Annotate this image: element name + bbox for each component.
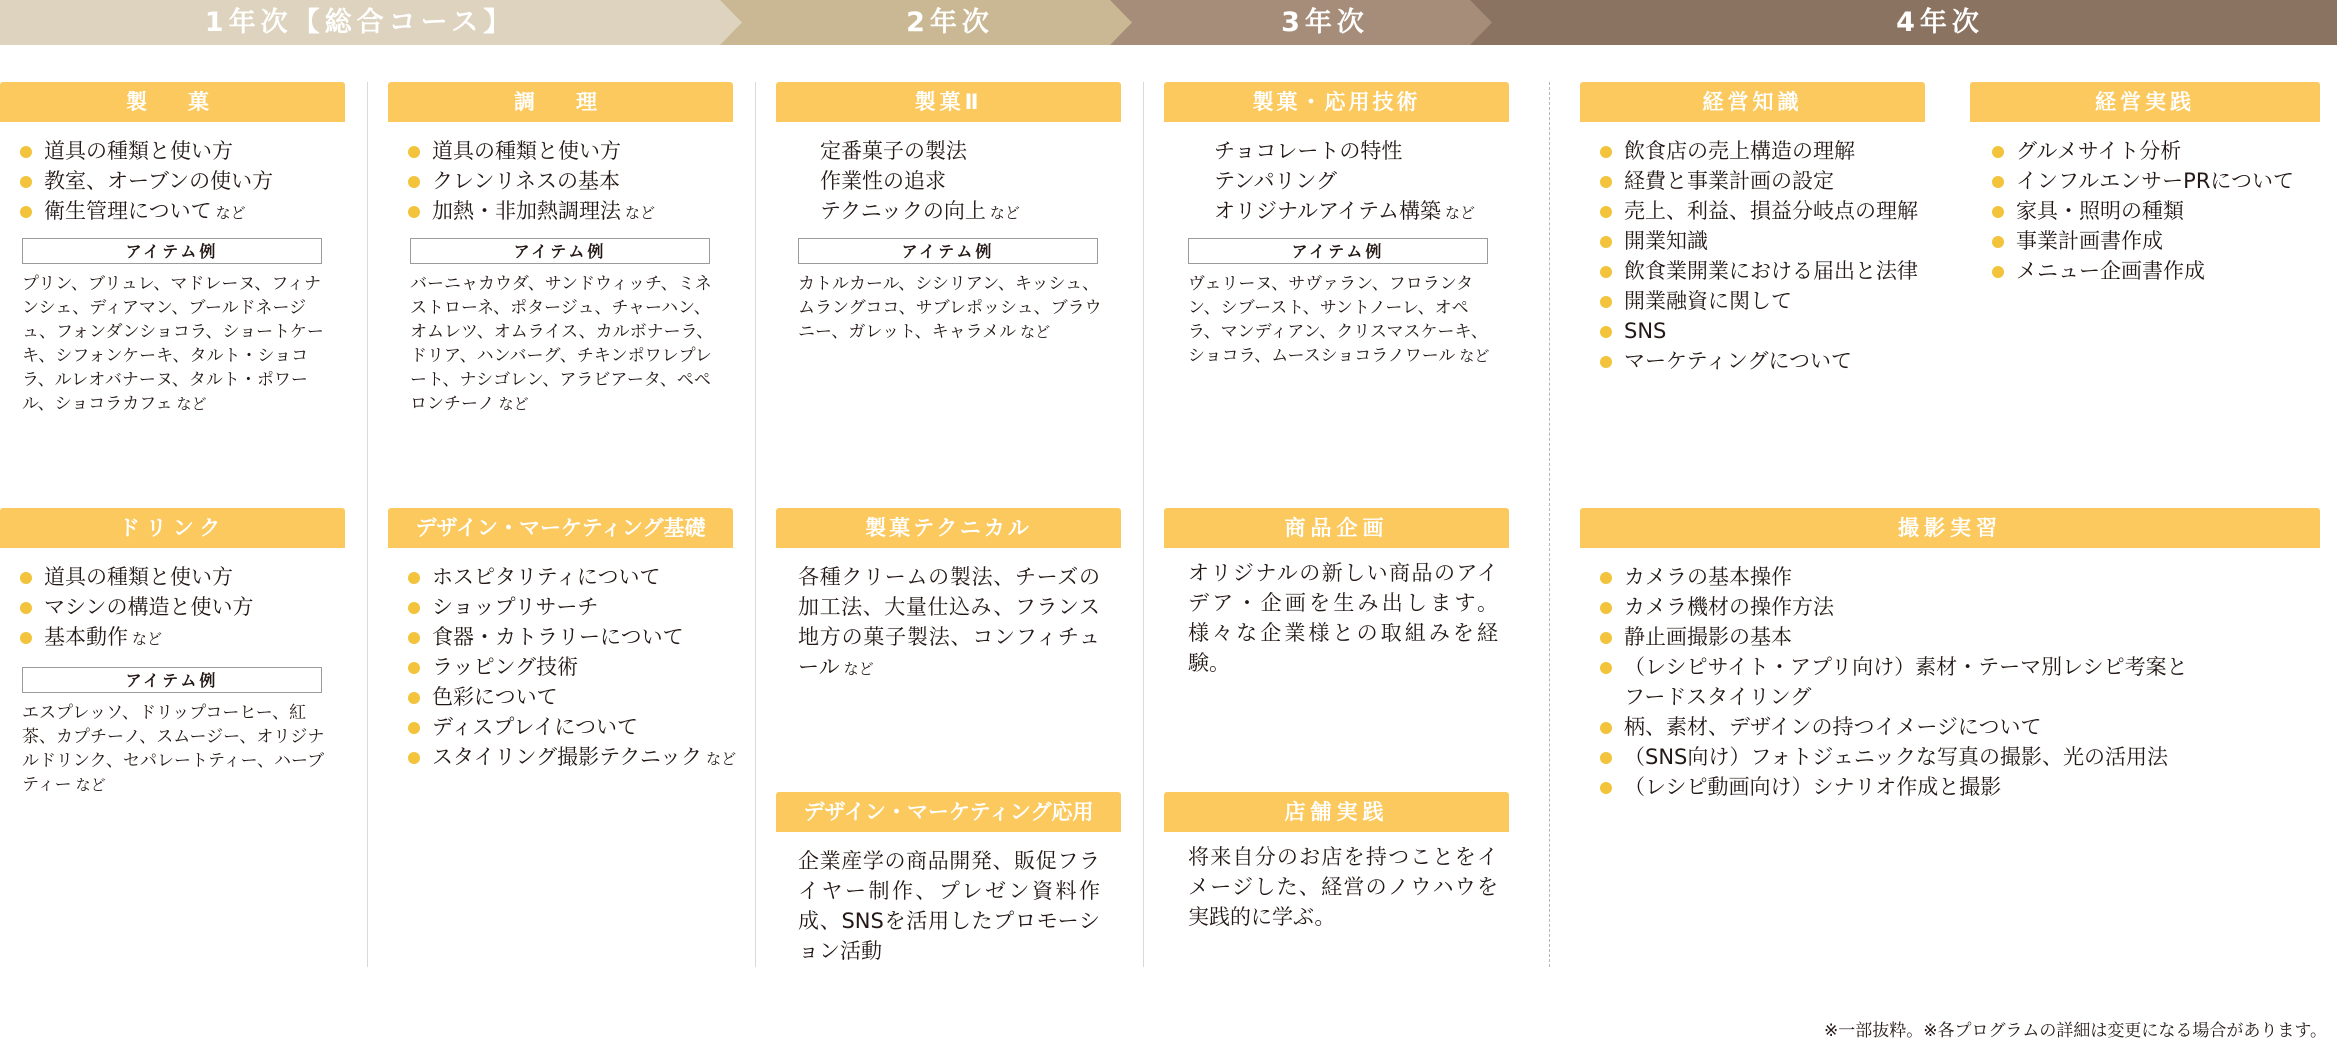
course-list-drink: [20, 562, 253, 654]
list-item: 食器・カトラリーについて: [408, 622, 736, 652]
course-list-applied: [1214, 136, 1475, 228]
item-example-text: ヴェリーヌ、サヴァラン、フロランタン、シブースト、サントノーレ、オペラ、マンディアン、クリスマスケーキ、ショコラ、ムースショコラノワール など: [1188, 274, 1490, 366]
item-example-label: アイテム例: [22, 667, 322, 693]
list-item: 開業融資に関して: [1600, 286, 1918, 316]
column-divider-dashed: [1549, 82, 1551, 967]
list-item: 事業計画書作成: [1992, 226, 2294, 256]
list-item: ディスプレイについて: [408, 712, 736, 742]
list-item: （レシピサイト・アプリ向け）素材・テーマ別レシピ考案と: [1600, 652, 2188, 682]
footnote: ※一部抜粋。※各プログラムの詳細は変更になる場合があります。: [1824, 1021, 2327, 1041]
list-item: カメラ機材の操作方法: [1600, 592, 2188, 622]
list-item: （SNS向け）フォトジェニックな写真の撮影、光の活用法: [1600, 742, 2188, 772]
list-item: 道具の種類と使い方: [408, 136, 655, 166]
list-item: 道具の種類と使い方: [20, 562, 253, 592]
item-example-text: バーニャカウダ、サンドウィッチ、ミネストローネ、ポタージュ、チャーハン、オムレツ、オムライス、カルボナーラ、ドリア、ハンバーグ、チキンポワレプレート、ナシゴレン、アラビアータ、ペペロンチーノ など: [410, 274, 714, 414]
list-item: 開業知識: [1600, 226, 1918, 256]
list-item: 静止画撮影の基本: [1600, 622, 2188, 652]
list-item: 加熱・非加熱調理法 など: [408, 196, 655, 228]
course-header-chouri: 調 理: [388, 82, 733, 122]
list-item: 教室、オーブンの使い方: [20, 166, 273, 196]
list-item: 基本動作 など: [20, 622, 253, 654]
course-header-practice: 経営実践: [1970, 82, 2320, 122]
course-header-drink: ドリンク: [0, 508, 345, 548]
list-item: 飲食店の売上構造の理解: [1600, 136, 1918, 166]
course-text-product: オリジナルの新しい商品のアイデア・企画を生み出します。様々な企業様との取組みを経験。: [1188, 561, 1498, 675]
list-item: スタイリング撮影テクニック など: [408, 742, 736, 774]
list-item: 飲食業開業における届出と法律: [1600, 256, 1918, 286]
course-list-seika2: [820, 136, 1020, 228]
list-item: （レシピ動画向け）シナリオ作成と撮影: [1600, 772, 2188, 802]
column-divider: [367, 82, 368, 967]
year-label-3: 3年次: [1281, 7, 1369, 38]
year-label-2: 2年次: [906, 7, 994, 38]
course-text-design-applied: 企業産学の商品開発、販促フライヤー制作、プレゼン資料作成、SNSを活用したプロモーション活動: [798, 849, 1100, 963]
course-header-seika2: 製菓Ⅱ: [776, 82, 1121, 122]
year-label-1: 1年次【総合コース】: [204, 7, 516, 38]
course-list-seika: [20, 136, 273, 228]
list-item: 売上、利益、損益分岐点の理解: [1600, 196, 1918, 226]
list-item-continuation: フードスタイリング: [1624, 685, 1812, 709]
list-item: ショップリサーチ: [408, 592, 736, 622]
list-item: 道具の種類と使い方: [20, 136, 273, 166]
course-text-technical: 各種クリームの製法、チーズの加工法、大量仕込み、フランス地方の菓子製法、コンフィチュール など: [798, 565, 1100, 679]
course-list-knowledge: [1600, 136, 1918, 376]
course-list-design-basic: [408, 562, 736, 774]
list-item: 色彩について: [408, 682, 736, 712]
list-item: 家具・照明の種類: [1992, 196, 2294, 226]
course-header-applied: 製菓・応用技術: [1164, 82, 1509, 122]
course-text-store: 将来自分のお店を持つことをイメージした、経営のノウハウを実践的に学ぶ。: [1188, 845, 1498, 929]
year-label-4: 4年次: [1896, 7, 1984, 38]
list-item: 経費と事業計画の設定: [1600, 166, 1918, 196]
list-item: 作業性の追求: [820, 169, 946, 193]
item-example-label: アイテム例: [798, 238, 1098, 264]
list-item: マシンの構造と使い方: [20, 592, 253, 622]
list-item: テクニックの向上 など: [820, 199, 1020, 223]
list-item: カメラの基本操作: [1600, 562, 2188, 592]
list-item: ホスピタリティについて: [408, 562, 736, 592]
list-item: グルメサイト分析: [1992, 136, 2294, 166]
item-example-label: アイテム例: [410, 238, 710, 264]
list-item: メニュー企画書作成: [1992, 256, 2294, 286]
course-header-store: 店舗実践: [1164, 792, 1509, 832]
column-divider: [1143, 82, 1144, 967]
course-list-chouri: [408, 136, 655, 228]
item-example-label: アイテム例: [22, 238, 322, 264]
list-item: インフルエンサーPRについて: [1992, 166, 2294, 196]
item-example-text: エスプレッソ、ドリップコーヒー、紅茶、カプチーノ、スムージー、オリジナルドリンク、セパレートティー、ハーブティー など: [22, 703, 325, 795]
list-item: テンパリング: [1214, 169, 1338, 193]
list-item: SNS: [1600, 316, 1918, 346]
course-header-technical: 製菓テクニカル: [776, 508, 1121, 548]
item-example-label: アイテム例: [1188, 238, 1488, 264]
item-example-text: カトルカール、シシリアン、キッシュ、ムラングココ、サブレポッシュ、ブラウニー、ガレット、キャラメル など: [798, 274, 1102, 342]
column-divider: [755, 82, 756, 967]
course-header-design-basic: デザイン・マーケティング基礎: [388, 508, 733, 548]
course-header-product: 商品企画: [1164, 508, 1509, 548]
list-item: マーケティングについて: [1600, 346, 1918, 376]
item-example-text: プリン、ブリュレ、マドレーヌ、フィナンシェ、ディアマン、ブールドネージュ、フォンダンショコラ、ショートケーキ、シフォンケーキ、タルト・ショコラ、ルレオバナーヌ、タルト・ポワール、ショコラカフェ など: [22, 274, 324, 414]
course-header-design-applied: デザイン・マーケティング応用: [776, 792, 1121, 832]
list-item: オリジナルアイテム構築 など: [1214, 199, 1476, 223]
course-header-knowledge: 経営知識: [1580, 82, 1925, 122]
course-header-photo: 撮影実習: [1580, 508, 2320, 548]
list-item: 柄、素材、デザインの持つイメージについて: [1600, 712, 2188, 742]
year-banner: [0, 0, 2337, 45]
list-item: 定番菓子の製法: [820, 139, 967, 163]
course-list-photo: [1600, 562, 2188, 802]
course-list-practice: [1992, 136, 2294, 286]
list-item: チョコレートの特性: [1214, 139, 1403, 163]
list-item: クレンリネスの基本: [408, 166, 655, 196]
list-item: ラッピング技術: [408, 652, 736, 682]
list-item: 衛生管理について など: [20, 196, 273, 228]
course-header-seika: 製 菓: [0, 82, 345, 122]
